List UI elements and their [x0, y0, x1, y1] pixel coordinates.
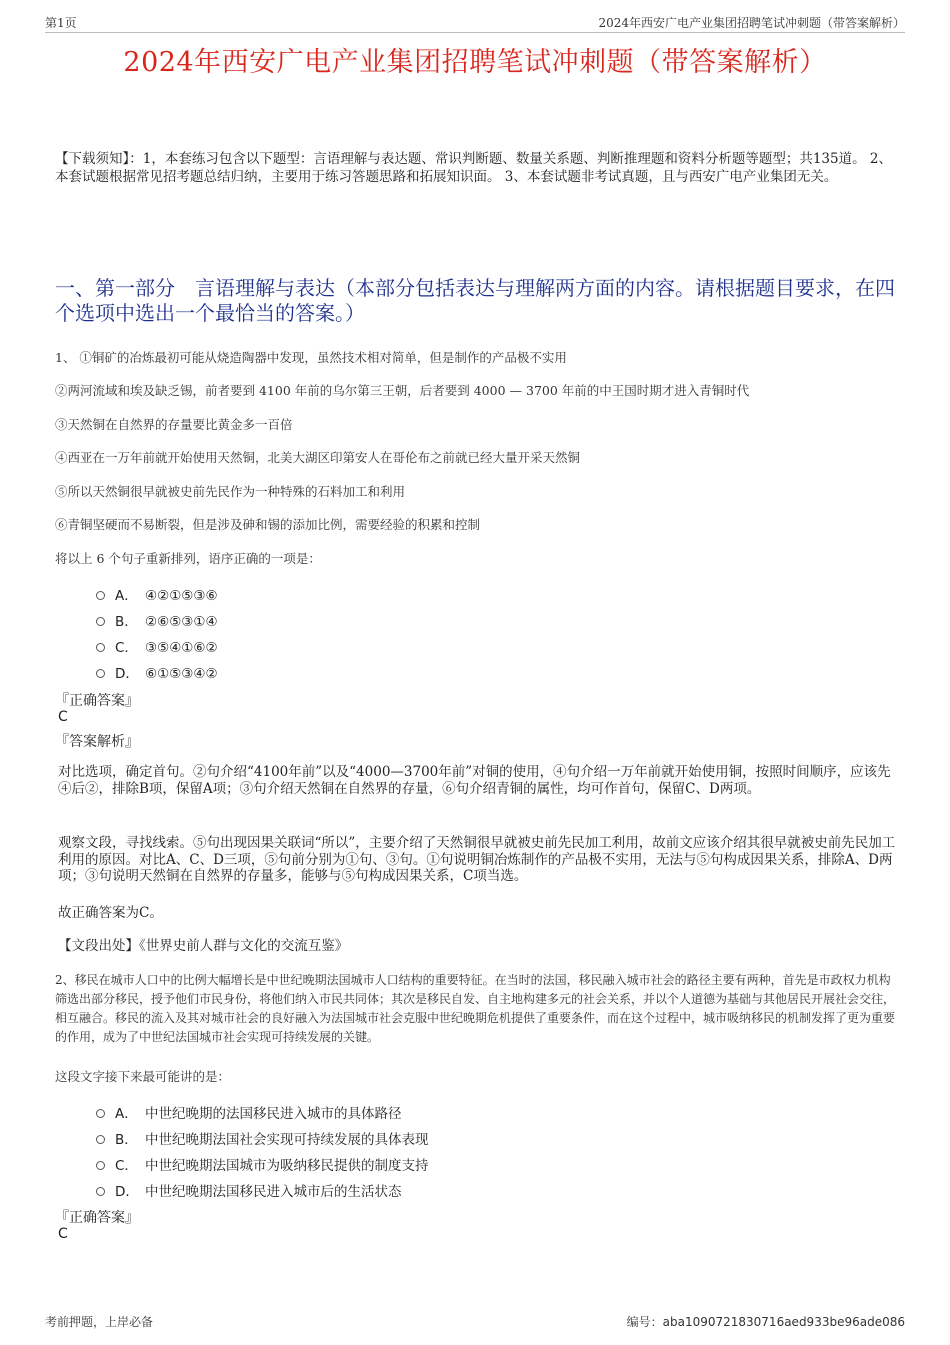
- option-text: ②⑥⑤③①④: [145, 614, 218, 630]
- radio-icon[interactable]: [96, 669, 105, 678]
- answer-label: 『正确答案』: [55, 1210, 139, 1226]
- analysis-paragraph: 观察文段，寻找线索。⑤句出现因果关联词“所以”，主要介绍了天然铜很早就被史前先民加工利用，故前文应该介绍其很早就被史前先民加工利用的原因。对比A、C、D三项，⑤句前分别为①句、③句。①句说明铜冶炼制作的产品极不实用，无法与⑤句构成因果关系，排除A、D两项；③句说明天然铜在自然界的存量多，能够与⑤句构成因果关系，C项当选。: [58, 835, 896, 884]
- radio-icon[interactable]: [96, 1135, 105, 1144]
- q1-prompt: 将以上 6 个句子重新排列，语序正确的一项是：: [55, 551, 321, 566]
- option-text: ③⑤④①⑥②: [145, 640, 218, 656]
- header-divider: [45, 32, 905, 33]
- page-number: 第1页: [45, 16, 77, 30]
- option-letter: D．: [115, 1184, 139, 1200]
- option-text: 中世纪晚期的法国移民进入城市的具体路径: [145, 1106, 402, 1122]
- option-letter: A．: [115, 1106, 138, 1122]
- correct-answer: C: [58, 1226, 68, 1242]
- q1-sentence: ②两河流域和埃及缺乏锡，前者要到 4100 年前的乌尔第三王朝，后者要到 4000 — 3700 年前的中王国时期才进入青铜时代: [55, 383, 750, 398]
- q1-option-b[interactable]: [96, 610, 218, 630]
- document-code: aba1090721830716aed933be96ade086: [662, 1315, 905, 1329]
- q2-option-b[interactable]: [96, 1128, 429, 1148]
- q2-passage: 2、移民在城市人口中的比例大幅增长是中世纪晚期法国城市人口结构的重要特征。在当时的法国，移民融入城市社会的路径主要有两种，首先是市政权力机构筛选出部分移民，授予他们市民身份，将他们纳入市民共同体；其次是移民自发、自主地构建多元的社会关系，并以个人道德为基础与其他居民开展社会交往，相互融合。移民的流入及其对城市社会的良好融入为法国城市社会克服中世纪晚期危机提供了重要条件，而在这个过程中，城市吸纳移民的机制发挥了更为重要的作用，成为了中世纪法国城市社会实现可持续发展的关键。: [55, 973, 896, 1044]
- section-heading: 一、第一部分 言语理解与表达（本部分包括表达与理解两方面的内容。请根据题目要求，在四个选项中选出一个最恰当的答案。）: [55, 276, 895, 325]
- radio-icon[interactable]: [96, 617, 105, 626]
- radio-icon[interactable]: [96, 591, 105, 600]
- download-notice: 【下载须知】：1，本套练习包含以下题型：言语理解与表达题、常识判断题、数量关系题、判断推理题和资料分析题等题型；共135道。 2、本套试题根据常见招考题总结归纳，主要用于练习答题思路和拓展知识面。 3、本套试题非考试真题，且与西安广电产业集团无关。: [55, 151, 892, 185]
- running-header-title: 2024年西安广电产业集团招聘笔试冲刺题（带答案解析）: [598, 16, 905, 30]
- q2-prompt: 这段文字接下来最可能讲的是：: [55, 1069, 231, 1084]
- q1-option-a[interactable]: [96, 584, 218, 604]
- q1-option-c[interactable]: [96, 636, 218, 656]
- code-label: 编号：: [626, 1315, 663, 1329]
- option-letter: C．: [115, 1158, 138, 1174]
- q1-sentence: ③天然铜在自然界的存量要比黄金多一百倍: [55, 417, 293, 432]
- analysis-label: 『答案解析』: [55, 734, 139, 750]
- option-text: 中世纪晚期法国社会实现可持续发展的具体表现: [145, 1132, 429, 1148]
- option-letter: A．: [115, 588, 138, 604]
- answer-label: 『正确答案』: [55, 693, 139, 709]
- correct-answer: C: [58, 709, 68, 725]
- radio-icon[interactable]: [96, 1109, 105, 1118]
- passage-source: 【文段出处】《世界史前人群与文化的交流互鉴》: [58, 938, 349, 954]
- option-letter: B．: [115, 614, 138, 630]
- q2-option-d[interactable]: [96, 1180, 402, 1200]
- q1-sentence: ⑤所以天然铜很早就被史前先民作为一种特殊的石料加工和利用: [55, 484, 406, 499]
- option-text: 中世纪晚期法国移民进入城市后的生活状态: [145, 1184, 402, 1200]
- footer-slogan: 考前押题，上岸必备: [45, 1315, 154, 1329]
- analysis-conclusion: 故正确答案为C。: [58, 905, 163, 921]
- option-text: ④②①⑤③⑥: [145, 588, 218, 604]
- q1-sentence: 1、 ①铜矿的冶炼最初可能从烧造陶器中发现，虽然技术相对简单，但是制作的产品极不实用: [55, 350, 567, 365]
- radio-icon[interactable]: [96, 643, 105, 652]
- document-title: 2024年西安广电产业集团招聘笔试冲刺题（带答案解析）: [123, 47, 827, 78]
- footer-code: [627, 1313, 905, 1330]
- option-letter: B．: [115, 1132, 138, 1148]
- option-letter: D．: [115, 666, 139, 682]
- q2-option-a[interactable]: [96, 1102, 402, 1122]
- q1-sentence: ④西亚在一万年前就开始使用天然铜，北美大湖区印第安人在哥伦布之前就已经大量开采天然铜: [55, 450, 581, 465]
- q1-option-d[interactable]: [96, 662, 218, 682]
- radio-icon[interactable]: [96, 1187, 105, 1196]
- option-text: 中世纪晚期法国城市为吸纳移民提供的制度支持: [145, 1158, 429, 1174]
- option-text: ⑥①⑤③④②: [145, 666, 218, 682]
- q1-sentence: ⑥青铜坚硬而不易断裂，但是涉及砷和锡的添加比例，需要经验的积累和控制: [55, 517, 481, 532]
- q2-option-c[interactable]: [96, 1154, 429, 1174]
- analysis-paragraph: 对比选项，确定首句。②句介绍“4100年前”以及“4000—3700年前”对铜的使用，④句介绍一万年前就开始使用铜，按照时间顺序，应该先④后②，排除B项，保留A项；③句介绍天然铜在自然界的存量，⑥句介绍青铜的属性，均可作首句，保留C、D两项。: [58, 764, 891, 797]
- radio-icon[interactable]: [96, 1161, 105, 1170]
- option-letter: C．: [115, 640, 138, 656]
